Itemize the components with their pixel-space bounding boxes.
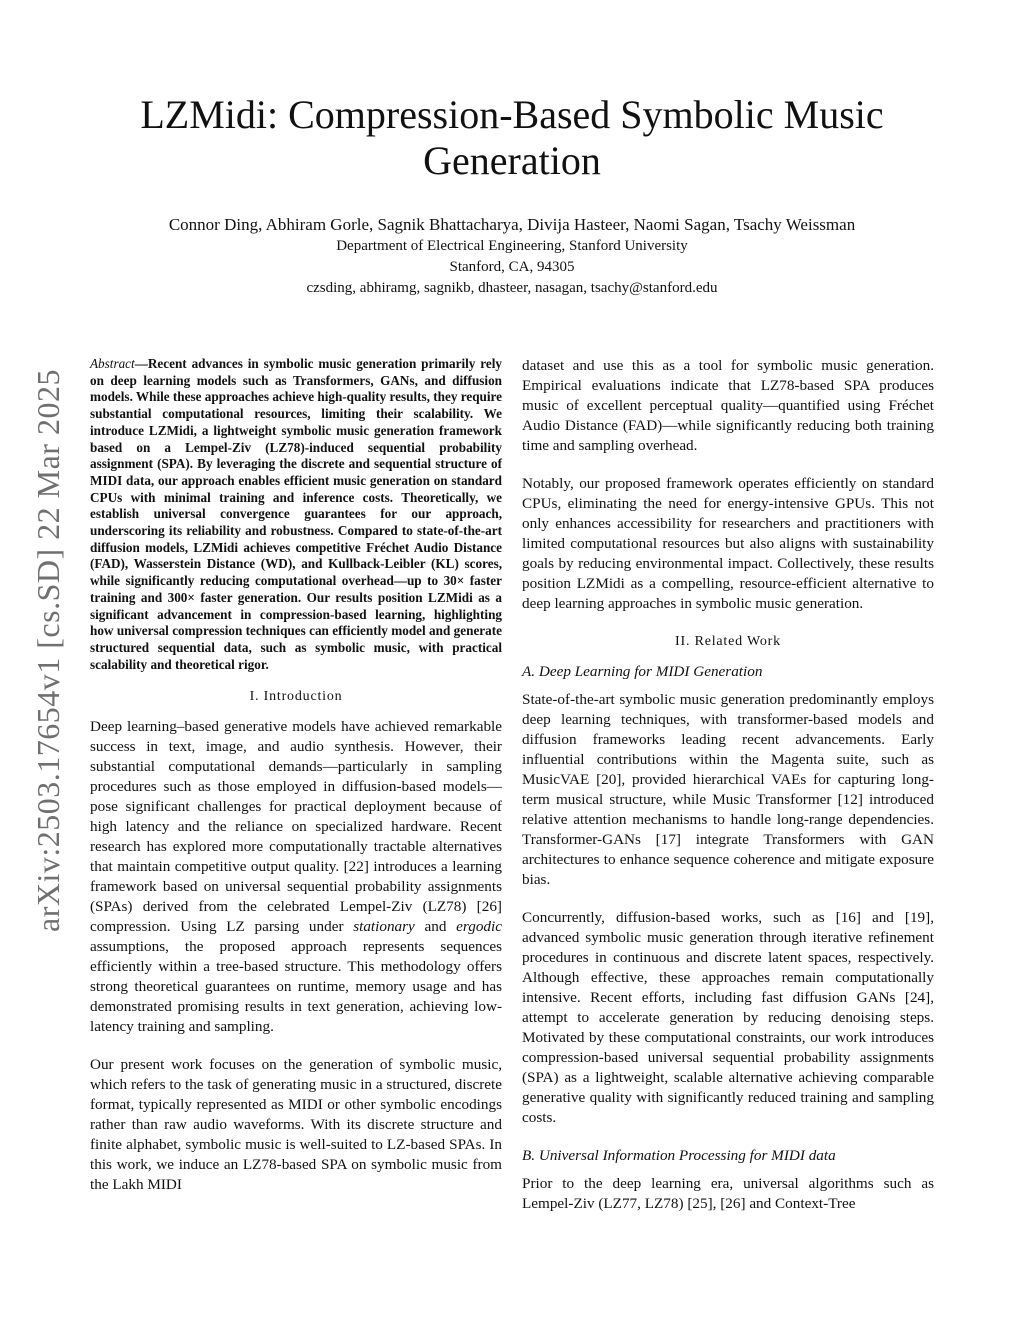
intro-paragraph-2-continued: dataset and use this as a tool for symbolic music generation. Empirical evaluations indicate that LZ78-based SPA produces music of excellent perceptual quality—quantified using Fréchet Audio Distance (FAD)—while significantly reducing both training time and sampling overhead. [522,357,934,454]
arxiv-id: arXiv:2503.17654v1 [cs.SD] 22 Mar 2025 [29,368,66,932]
subsection-heading-universal-processing: B. Universal Information Processing for MIDI data [522,1147,836,1164]
related-paragraph-2: Concurrently, diffusion-based works, such as [16] and [19], advanced symbolic music generation through iterative refinement procedures in continuous and discrete latent spaces, respectively. Although effective, these approaches remain computationally intensive. Recent efforts, including fast diffusion GANs [24], attempt to accelerate generation by reducing denoising steps. Motivated by these computational constraints, our work introduces compression-based universal sequential probability assignments (SPA) as a lightweight, scalable alternative achieving comparable generative quality with significantly reduced training and sampling costs. [522,909,934,1126]
section-heading-related-work: II. Related Work [675,634,781,649]
paper-header [90,92,934,299]
author-list: Connor Ding, Abhiram Gorle, Sagnik Bhattacharya, Divija Hasteer, Naomi Sagan, Tsachy Weissman [168,215,856,234]
abstract-label: Abstract [90,356,135,371]
left-column [90,356,502,1195]
affiliation-department: Department of Electrical Engineering, Stanford University [336,238,688,254]
arxiv-sidebar-stamp [18,350,78,950]
intro-paragraph-3: Notably, our proposed framework operates efficiently on standard CPUs, eliminating the need for energy-intensive GPUs. This not only enhances accessibility for researchers and practitioners with limited computational resources but also aligns with sustainability goals by reducing environmental impact. Collectively, these results position LZMidi as a compelling, resource-efficient alternative to deep learning approaches in symbolic music generation. [522,475,934,612]
intro-paragraph-1: Deep learning–based generative models have achieved remarkable success in text, image, and audio synthesis. However, their substantial computational demands—particularly in sampling procedures such as those employed in diffusion-based models—pose significant challenges for practical deployment because of high latency and the reliance on specialized hardware. Recent research has explored more computationally tractable alternatives that maintain competitive output quality. [22] introduces a learning framework based on universal sequential probability assignments (SPAs) derived from the celebrated Lempel-Ziv (LZ78) [26] compression. Using LZ parsing under stationary and ergodic assumptions, the proposed approach represents sequences efficiently within a tree-based structure. This methodology offers strong theoretical guarantees on runtime, memory usage and has demonstrated promising results in text generation, achieving low-latency training and sampling. [90,718,502,1036]
subsection-heading-deep-learning: A. Deep Learning for MIDI Generation [522,663,763,680]
related-paragraph-1: State-of-the-art symbolic music generation predominantly employs deep learning techniques, with transformer-based models and diffusion frameworks leading recent advancements. Early influential contributions within the Magenta suite, such as MusicVAE [20], provided hierarchical VAEs for capturing long-term musical structure, while Music Transformer [12] introduced relative attention mechanisms to handle long-range dependencies. Transformer-GANs [17] integrate Transformers with GAN architectures to enhance sequence coherence and mitigate exposure bias. [522,691,934,888]
section-heading-introduction: I. Introduction [249,689,343,705]
abstract-text: —Recent advances in symbolic music generation primarily rely on deep learning models such as Transformers, GANs, and diffusion models. While these approaches achieve high-quality results, they require substantial computational resources, limiting their scalability. We introduce LZMidi, a lightweight symbolic music generation framework based on a Lempel-Ziv (LZ78)-induced sequential probability assignment (SPA). By leveraging the discrete and sequential structure of MIDI data, our approach enables efficient music generation on standard CPUs with minimal training and inference costs. Theoretically, we establish universal convergence guarantees for our approach, underscoring its reliability and robustness. Compared to state-of-the-art diffusion models, LZMidi achieves competitive Fréchet Audio Distance (FAD), Wasserstein Distance (WD), and Kullback-Leibler (KL) scores, while significantly reducing computational overhead—up to 30× faster training and 300× faster generation. Our results position LZMidi as a significant advancement in compression-based learning, highlighting how universal compression techniques can efficiently model and generate structured sequential data, such as symbolic music, with practical scalability and theoretical rigor. [90,356,502,672]
related-paragraph-3: Prior to the deep learning era, universal algorithms such as Lempel-Ziv (LZ77, LZ78) [25], [26] and Context-Tree [522,1175,934,1212]
author-emails: czsding, abhiramg, sagnikb, dhasteer, nasagan, tsachy@stanford.edu [306,280,718,296]
paper-title: LZMidi: Compression-Based Symbolic Music Generation [140,92,884,183]
intro-paragraph-2: Our present work focuses on the generation of symbolic music, which refers to the task of generating music in a structured, discrete format, typically represented as MIDI or other symbolic encodings rather than raw audio waveforms. With its discrete structure and finite alphabet, symbolic music is well-suited to LZ-based SPAs. In this work, we induce an LZ78-based SPA on symbolic music from the Lakh MIDI [90,1056,502,1194]
right-column [522,356,934,1214]
affiliation-location: Stanford, CA, 94305 [449,259,575,275]
abstract [90,356,502,673]
